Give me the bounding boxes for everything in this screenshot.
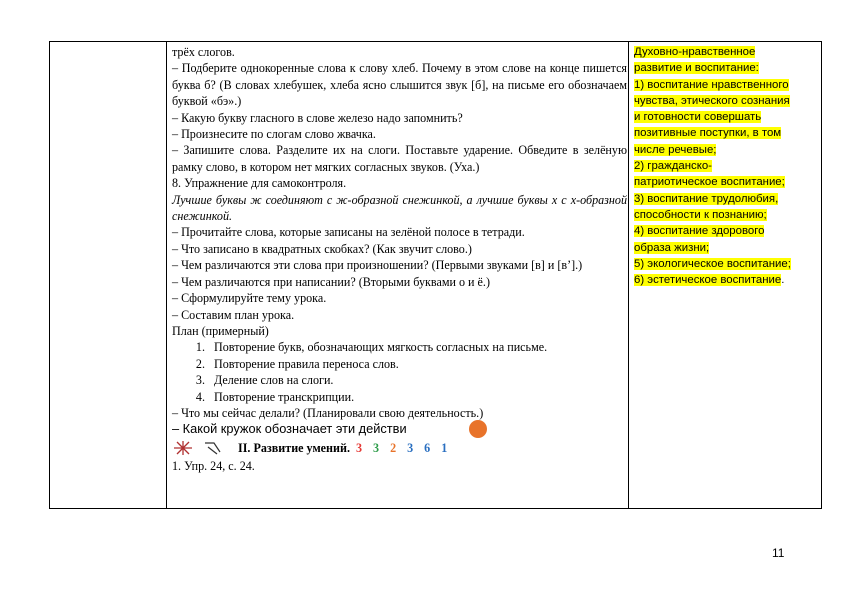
goal-line-end: . — [781, 274, 785, 287]
goal-line: 5) экологическое воспитание; — [634, 257, 791, 270]
orange-circle-icon — [469, 420, 487, 438]
skill-number: 6 — [424, 440, 431, 455]
goal-line: патриотическое воспитание; — [634, 176, 785, 189]
goal-line: образа жизни; — [634, 241, 710, 254]
goal-line: 3) воспитание трудолюбия, — [634, 192, 779, 205]
text-line: – Что мы сейчас делали? (Планировали свою деятельность.) — [172, 405, 484, 420]
plan-item: 4. Повторение транскрипции. — [208, 389, 627, 405]
text-line: Лучшие буквы ж соединяют с ж-образной снежинкой, а лучшие буквы х с х-образной снежинкой. — [172, 192, 627, 224]
goal-line: 2) гражданско- — [634, 160, 712, 173]
text-line: – Подберите однокоренные слова к слову хлеб. Почему в этом слове на конце пишется буква б? (В словах хлебушек, хлеба ясно слышится звук [б], на письме его обозначаем буквой «бэ».) — [172, 61, 627, 109]
goal-line: позитивные поступки, в том — [634, 127, 782, 140]
page-number: 11 — [772, 546, 785, 560]
text-line: – Запишите слова. Разделите их на слоги. Поставьте ударение. Обведите в зелёную рамку слово, в котором нет мягких согласных звуков. (Уха.) — [172, 143, 627, 174]
goal-line: развитие и воспитание: — [634, 62, 759, 75]
column-divider-2 — [628, 42, 629, 508]
goal-line: числе речевые; — [634, 143, 717, 156]
text-line: 8. Упражнение для самоконтроля. — [172, 176, 347, 191]
text-line: – Прочитайте слова, которые записаны на зелёной полосе в тетради. — [172, 225, 525, 240]
plan-item: 2. Повторение правила переноса слов. — [208, 356, 627, 372]
skills-title: II. Развитие умений. — [238, 440, 350, 455]
skill-number: 2 — [390, 440, 397, 455]
question-text: – Какой кружок обозначает эти действи — [172, 421, 407, 437]
pencil-icon — [202, 440, 224, 456]
text-line: – Что записано в квадратных скобках? (Как звучит слово.) — [172, 241, 472, 256]
skill-number: 3 — [407, 440, 414, 455]
education-goals-column — [634, 44, 819, 288]
goal-line: 4) воспитание здорового — [634, 225, 765, 238]
goal-line: способности к познанию; — [634, 208, 767, 221]
skills-row — [172, 438, 627, 458]
goal-line: чувства, этического сознания — [634, 94, 790, 107]
column-divider-1 — [166, 42, 167, 508]
text-line: – Сформулируйте тему урока. — [172, 291, 327, 306]
text-line: – Чем различаются при написании? (Вторыми буквами о и ё.) — [172, 274, 490, 289]
text-line: – Произнесите по слогам слово жвачка. — [172, 127, 376, 142]
exercise-line: 1. Упр. 24, с. 24. — [172, 458, 255, 473]
snowflake-icon — [172, 440, 194, 456]
text-line: План (примерный) — [172, 323, 269, 338]
goal-line: Духовно-нравственное — [634, 46, 756, 58]
skill-number: 1 — [441, 440, 448, 455]
text-line: – Какую букву гласного в слове железо надо запомнить? — [172, 110, 463, 125]
text-line: – Составим план урока. — [172, 307, 295, 322]
question-line — [172, 421, 627, 437]
lesson-plan-list — [172, 339, 627, 405]
lesson-content-column — [172, 44, 627, 474]
goal-line: 1) воспитание нравственного — [634, 78, 789, 91]
skill-number: 3 — [373, 440, 380, 455]
goal-line: 6) эстетическое воспитание — [634, 274, 782, 287]
goal-line: и готовности совершать — [634, 111, 762, 124]
plan-item: 1. Повторение букв, обозначающих мягкость согласных на письме. — [208, 339, 627, 355]
lesson-table — [49, 41, 822, 509]
plan-item: 3. Деление слов на слоги. — [208, 372, 627, 388]
skill-number: 3 — [355, 440, 363, 455]
text-line: трёх слогов. — [172, 45, 235, 59]
text-line: – Чем различаются эти слова при произношении? (Первыми звуками [в] и [в’].) — [172, 258, 583, 273]
